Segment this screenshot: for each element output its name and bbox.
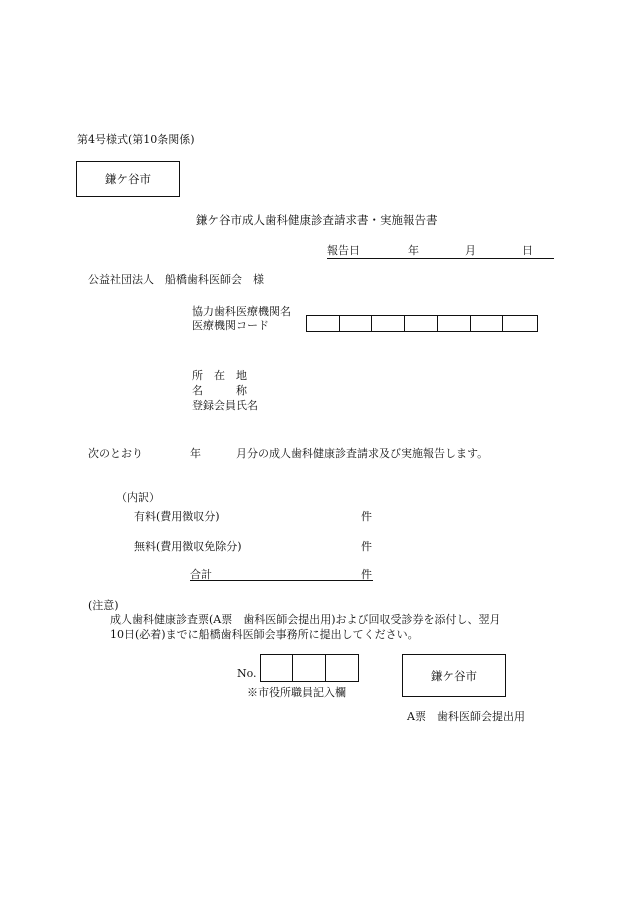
code-cell[interactable] [340, 316, 373, 331]
code-cell[interactable] [307, 316, 340, 331]
statement-suffix: 月分の成人歯科健康診査請求及び実施報告します。 [236, 447, 489, 460]
footer-note: A票 歯科医師会提出用 [407, 710, 525, 723]
statement-year: 年 [190, 447, 201, 460]
addressee: 公益社団法人 船橋歯科医師会 様 [88, 273, 264, 286]
statement-prefix: 次のとおり [88, 447, 143, 460]
total-label: 合計 [190, 568, 212, 581]
code-cell[interactable] [438, 316, 471, 331]
number-label: No. [237, 667, 257, 680]
total-unit: 件 [361, 568, 372, 581]
institution-code-field[interactable] [306, 315, 538, 332]
total-underline [190, 580, 373, 581]
report-date-label: 報告日 [327, 244, 360, 257]
free-unit: 件 [361, 540, 372, 553]
code-cell[interactable] [471, 316, 504, 331]
page-title: 鎌ケ谷市成人歯科健康診査請求書・実施報告書 [196, 213, 438, 227]
paid-label: 有料(費用徴収分) [134, 510, 220, 523]
name-label: 名 称 [192, 384, 247, 397]
notes-heading: (注意) [88, 599, 119, 612]
number-cell[interactable] [261, 655, 293, 681]
breakdown-heading: （内訳） [116, 491, 160, 504]
report-date-month: 月 [465, 244, 476, 257]
location-label: 所 在 地 [192, 369, 247, 382]
number-caption: ※市役所職員記入欄 [247, 686, 346, 699]
report-date-day: 日 [522, 244, 533, 257]
city-stamp-top [76, 161, 180, 197]
report-date-year: 年 [408, 244, 419, 257]
code-cell[interactable] [503, 316, 537, 331]
number-field[interactable] [260, 654, 359, 682]
code-cell[interactable] [372, 316, 405, 331]
form-number: 第4号様式(第10条関係) [77, 133, 195, 146]
number-cell[interactable] [326, 655, 358, 681]
member-name-label: 登録会員氏名 [192, 399, 258, 412]
city-stamp-bottom [402, 654, 506, 697]
free-label: 無料(費用徴収免除分) [134, 540, 242, 553]
notes-line-2: 10日(必着)までに船橋歯科医師会事務所に提出してください。 [110, 628, 419, 641]
report-date-line [327, 258, 554, 259]
city-stamp-top-label: 鎌ケ谷市 [105, 172, 151, 186]
number-cell[interactable] [293, 655, 325, 681]
institution-code-label: 医療機関コード [192, 319, 269, 332]
paid-unit: 件 [361, 510, 372, 523]
code-cell[interactable] [405, 316, 438, 331]
institution-name-label: 協力歯科医療機関名 [192, 305, 291, 318]
notes-line-1: 成人歯科健康診査票(A票 歯科医師会提出用)および回収受診券を添付し、翌月 [110, 613, 501, 626]
city-stamp-bottom-label: 鎌ケ谷市 [431, 668, 477, 683]
